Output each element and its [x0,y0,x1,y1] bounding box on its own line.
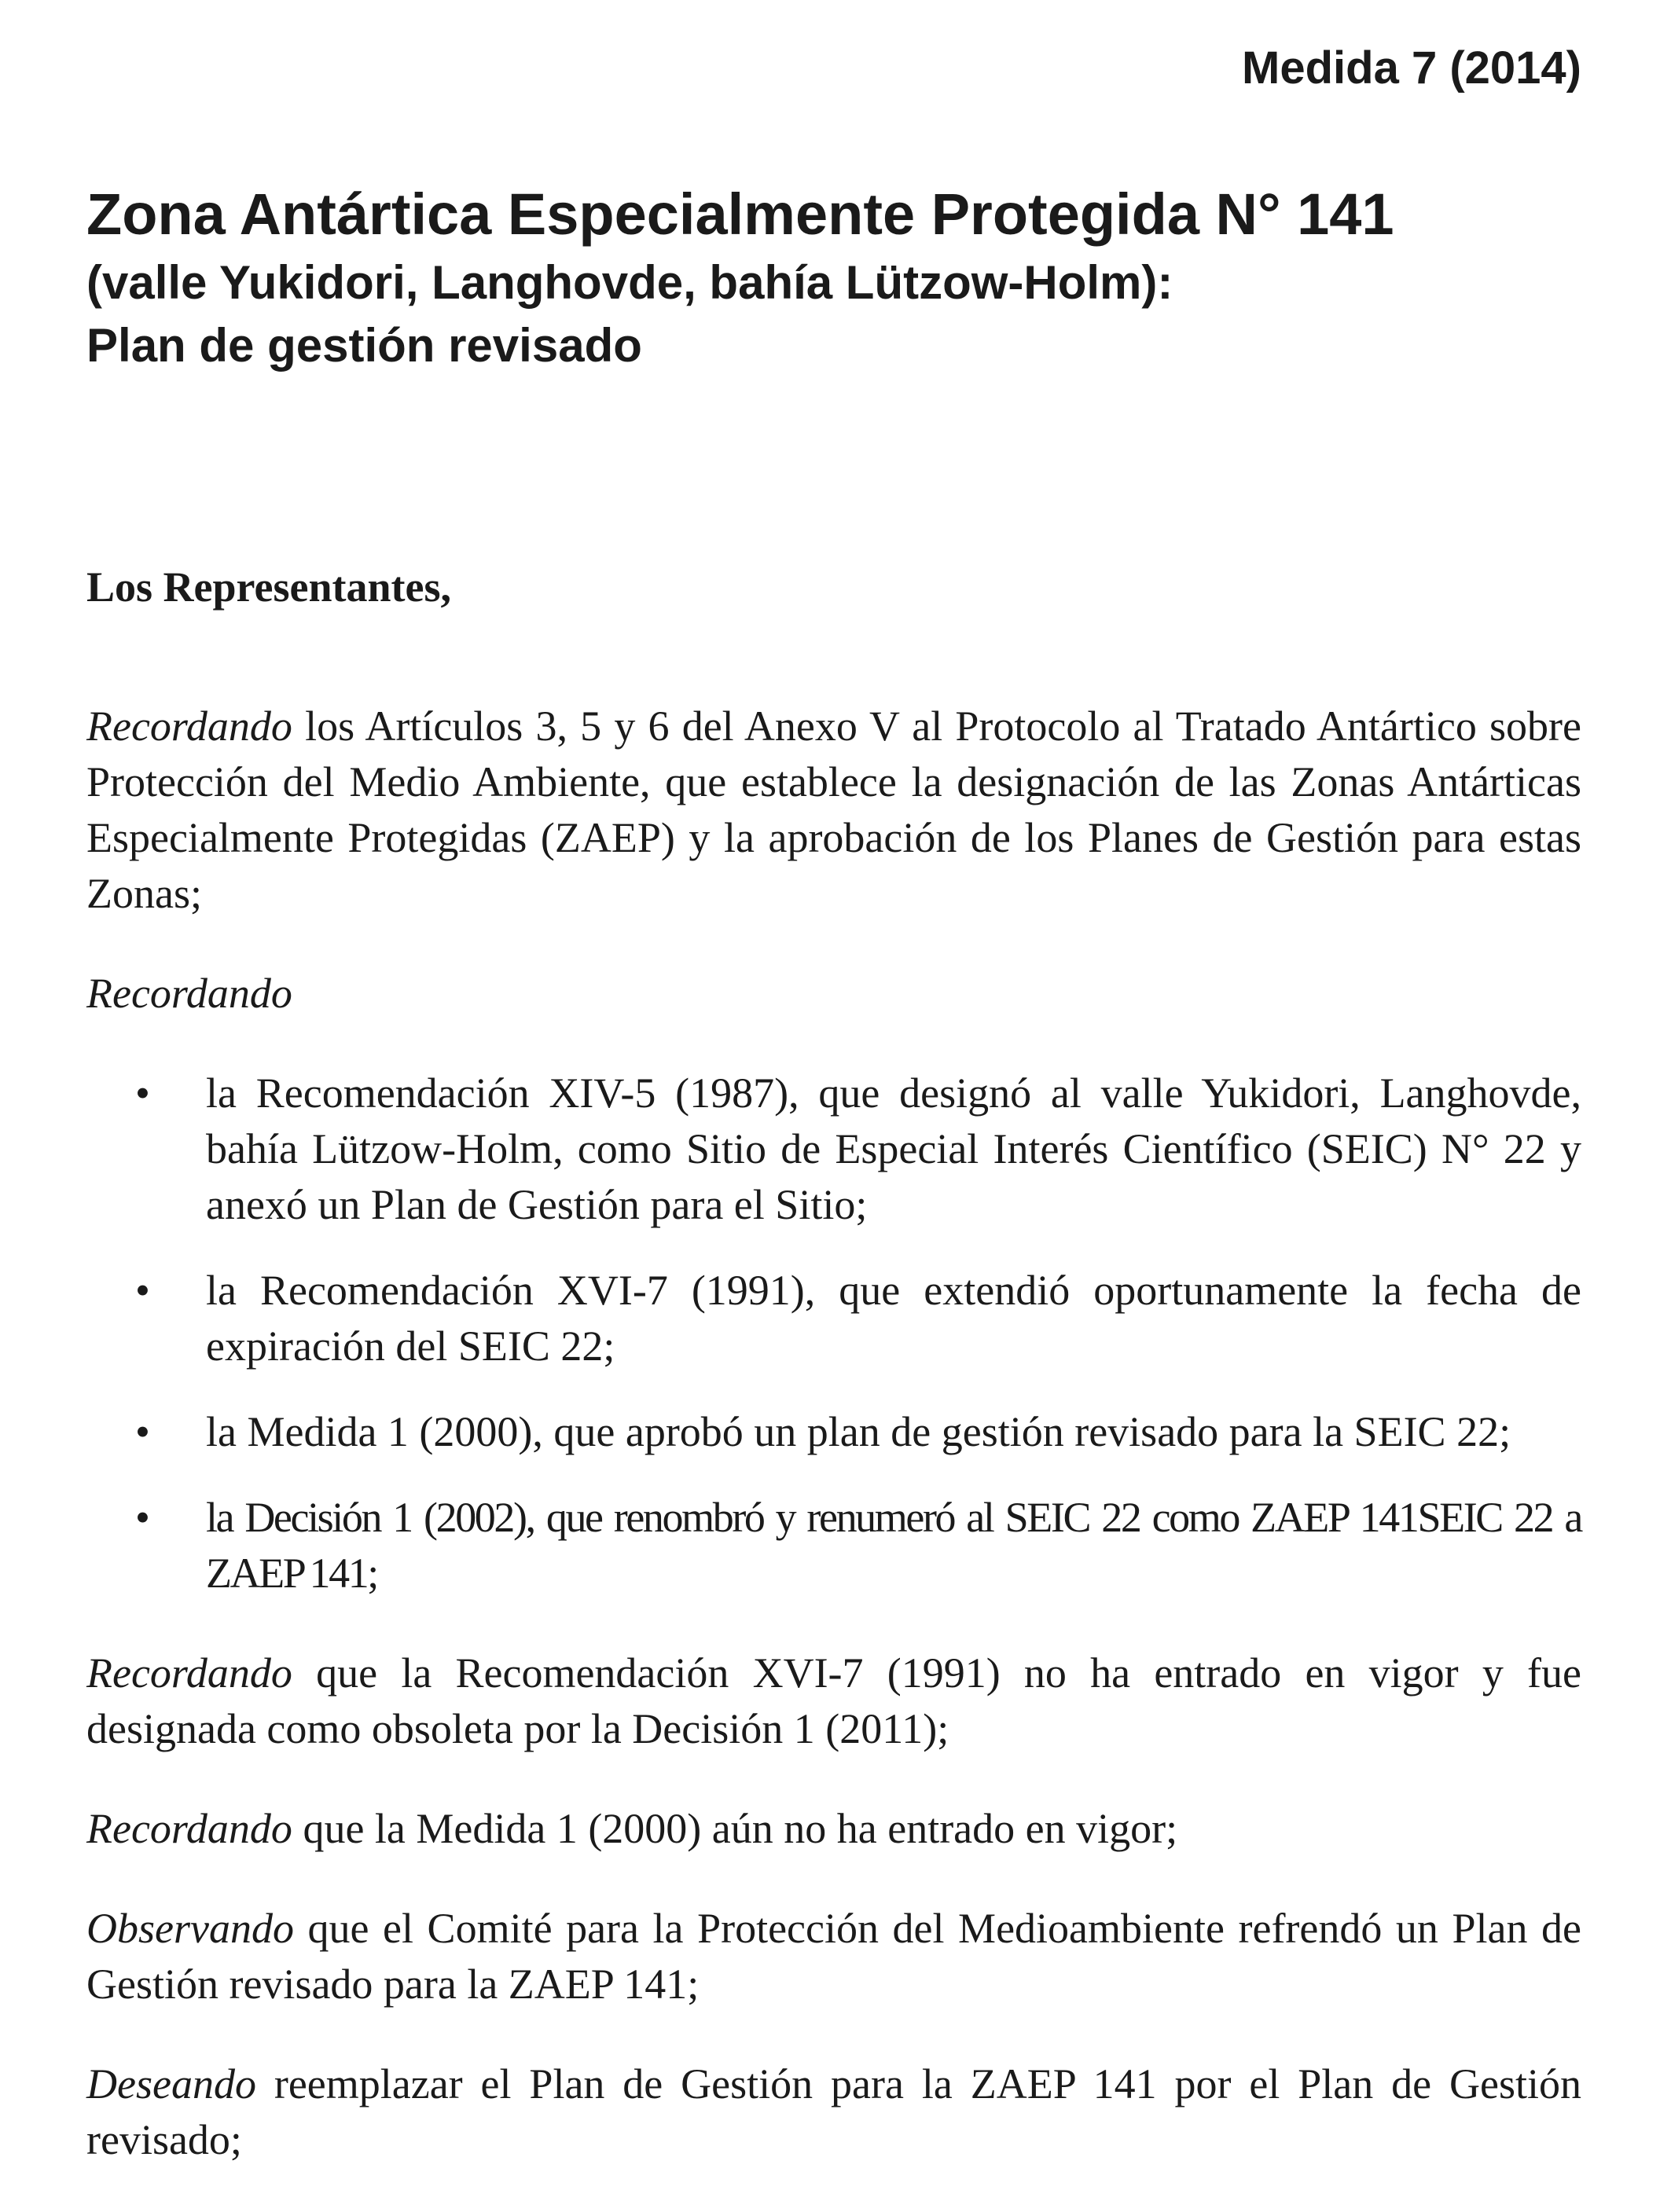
document-body [86,559,1581,2212]
recital-text: los Artículos 3, 5 y 6 del Anexo V al Protocolo al Tratado Antártico sobre Protección del Medio Ambiente, que establece la designación de las Zonas Antárticas Especialmente Protegidas (ZAEP) y la aprobación de los Planes de Gestión para estas Zonas; [86,702,1581,917]
recommendations-list [86,1066,1581,1601]
measure-number: Medida 7 (2014) [1242,42,1581,94]
recital-verb: Recordando [86,1805,292,1852]
list-item-text: la Recomendación XIV-5 (1987), que designó al valle Yukidori, Langhovde, bahía Lützow-Holm, como Sitio de Especial Interés Científico (SEIC) N° 22 y anexó un Plan de Gestión para el Sitio; [206,1069,1581,1228]
recital-paragraph-4 [86,1901,1581,2012]
recital-text: que la Recomendación XVI-7 (1991) no ha entrado en vigor y fue designada como obsoleta por la Decisión 1 (2011); [86,1649,1581,1752]
list-item [86,1066,1581,1233]
list-item-text: la Medida 1 (2000), que aprobó un plan de gestión revisado para la SEIC 22; [206,1408,1511,1455]
title-block [86,179,1581,376]
list-item [86,1404,1581,1460]
recital-paragraph-2 [86,1645,1581,1757]
recital-verb: Recordando [86,702,292,750]
bullet-icon: • [135,1267,150,1314]
document-title: Zona Antártica Especialmente Protegida N° 141 [86,182,1394,247]
recital-paragraph-3 [86,1801,1581,1857]
list-item [86,1263,1581,1374]
bullet-icon: • [135,1069,150,1117]
document-subtitle-line-2: Plan de gestión revisado [86,319,642,372]
bullet-icon: • [135,1494,150,1541]
document-subtitle-line-1: (valle Yukidori, Langhovde, bahía Lützow-Holm): [86,256,1173,309]
recital-verb: Recordando [86,1649,292,1697]
list-item [86,1490,1581,1601]
recalling-lead: Recordando [86,970,292,1017]
recital-verb: Deseando [86,2060,256,2107]
recital-text: que el Comité para la Protección del Medioambiente refrendó un Plan de Gestión revisado para la ZAEP 141; [86,1905,1581,2008]
recital-verb: Observando [86,1905,294,1952]
recital-text: que la Medida 1 (2000) aún no ha entrado en vigor; [292,1805,1178,1852]
recital-paragraph-1 [86,699,1581,922]
recital-text: reemplazar el Plan de Gestión para la ZAEP 141 por el Plan de Gestión revisado; [86,2060,1581,2163]
recital-paragraph-5 [86,2056,1581,2168]
representatives-heading: Los Representantes, [86,563,451,611]
list-item-text: la Decisión 1 (2002), que renombró y renumeró al SEIC 22 como ZAEP 141SEIC 22 a ZAEP 141; [206,1494,1581,1597]
list-item-text: la Recomendación XVI-7 (1991), que extendió oportunamente la fecha de expiración del SEIC 22; [206,1267,1581,1370]
bullet-icon: • [135,1408,150,1455]
